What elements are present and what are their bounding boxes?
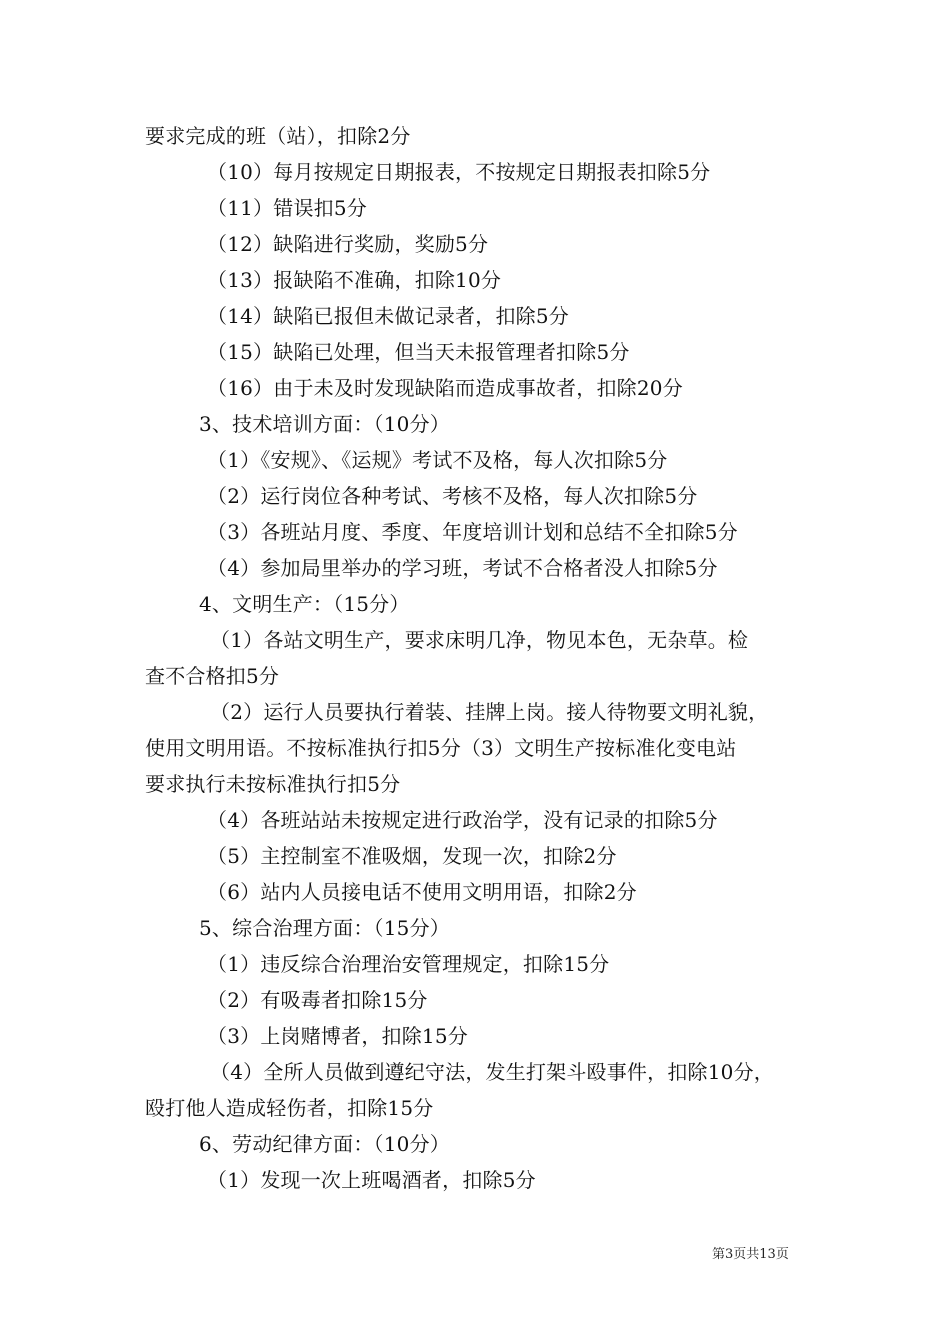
list-item: （3）上岗赌博者，扣除15分 bbox=[207, 1024, 468, 1048]
list-item: （1）各站文明生产，要求床明几净，物见本色，无杂草。检 bbox=[210, 628, 749, 652]
list-item: （2）运行人员要执行着装、挂牌上岗。接人待物要文明礼貌， bbox=[210, 700, 769, 724]
page-number-footer: 第3页共13页 bbox=[712, 1247, 789, 1262]
list-item: （2）有吸毒者扣除15分 bbox=[207, 988, 428, 1012]
list-item: （4）各班站站未按规定进行政治学，没有记录的扣除5分 bbox=[207, 808, 718, 832]
list-item: （4）参加局里举办的学习班，考试不合格者没人扣除5分 bbox=[207, 556, 718, 580]
section-heading: 4、文明生产：（15分） bbox=[199, 592, 410, 616]
list-item: （11）错误扣5分 bbox=[207, 196, 367, 220]
list-item: （12）缺陷进行奖励，奖励5分 bbox=[207, 232, 489, 256]
list-item: （4）全所人员做到遵纪守法，发生打架斗殴事件，扣除10分， bbox=[210, 1060, 774, 1084]
list-item-continuation: 使用文明用语。不按标准执行扣5分（3）文明生产按标准化变电站 bbox=[145, 736, 737, 760]
list-item-continuation: 殴打他人造成轻伤者，扣除15分 bbox=[145, 1096, 434, 1120]
list-item: （16）由于未及时发现缺陷而造成事故者，扣除20分 bbox=[207, 376, 683, 400]
list-item: （10）每月按规定日期报表，不按规定日期报表扣除5分 bbox=[207, 160, 711, 184]
section-heading: 6、劳动纪律方面：（10分） bbox=[199, 1132, 450, 1156]
document-body bbox=[145, 118, 810, 1198]
list-item: （6）站内人员接电话不使用文明用语，扣除2分 bbox=[207, 880, 637, 904]
list-item: （1）《安规》、《运规》考试不及格，每人次扣除5分 bbox=[207, 448, 668, 472]
list-item-continuation: 要求执行未按标准执行扣5分 bbox=[145, 772, 401, 796]
text-line: 要求完成的班（站），扣除2分 bbox=[145, 124, 411, 148]
list-item: （1）违反综合治理治安管理规定，扣除15分 bbox=[207, 952, 610, 976]
list-item: （2）运行岗位各种考试、考核不及格，每人次扣除5分 bbox=[207, 484, 698, 508]
list-item-continuation: 查不合格扣5分 bbox=[145, 664, 280, 688]
list-item: （15）缺陷已处理，但当天未报管理者扣除5分 bbox=[207, 340, 630, 364]
section-heading: 3、技术培训方面：（10分） bbox=[199, 412, 450, 436]
list-item: （13）报缺陷不准确，扣除10分 bbox=[207, 268, 502, 292]
list-item: （14）缺陷已报但未做记录者，扣除5分 bbox=[207, 304, 569, 328]
section-heading: 5、综合治理方面：（15分） bbox=[199, 916, 450, 940]
list-item: （1）发现一次上班喝酒者，扣除5分 bbox=[207, 1168, 536, 1192]
list-item: （3）各班站月度、季度、年度培训计划和总结不全扣除5分 bbox=[207, 520, 738, 544]
list-item: （5）主控制室不准吸烟，发现一次，扣除2分 bbox=[207, 844, 617, 868]
